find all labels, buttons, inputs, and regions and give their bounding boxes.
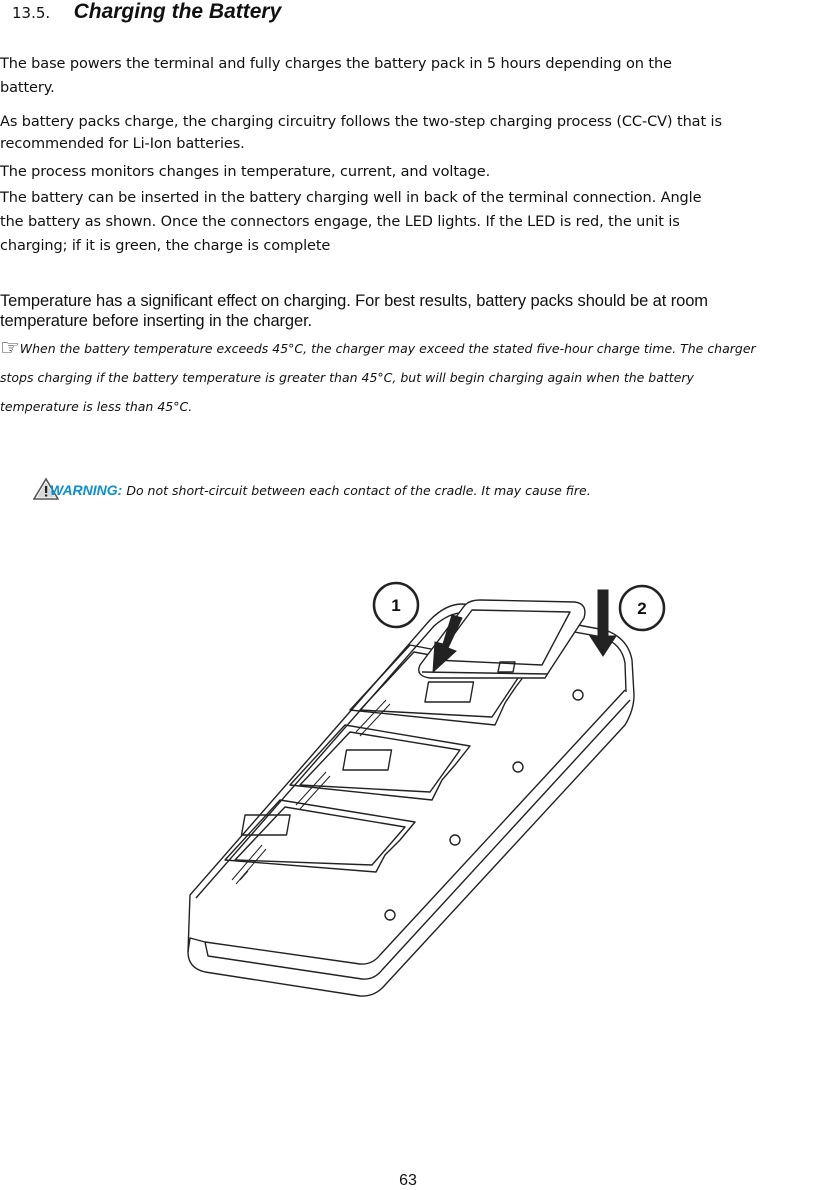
svg-text:1: 1: [391, 596, 401, 615]
cradle-outline: [188, 604, 634, 996]
paragraph-line: the battery as shown. Once the connectors engage, the LED lights. If the LED is red, the unit is: [0, 214, 680, 230]
paragraph-temperature: [0, 291, 708, 331]
paragraph-line: The base powers the terminal and fully charges the battery pack in 5 hours depending on the: [0, 56, 672, 72]
paragraph-charging-process: [0, 110, 722, 154]
paragraph-line: battery.: [0, 80, 55, 96]
paragraph-line: As battery packs charge, the charging circuitry follows the two-step charging process (CC-CV) that is: [0, 114, 722, 130]
callout-2: [620, 586, 664, 630]
note-line: ☞When the battery temperature exceeds 45°C, the charger may exceed the stated five-hour charge time. The charger: [0, 336, 756, 361]
note-line: temperature is less than 45°C.: [0, 399, 193, 414]
page-number: 63: [399, 1172, 417, 1189]
pointing-hand-icon: ☞: [0, 336, 20, 361]
temperature-note: [0, 334, 756, 421]
paragraph-base-power: [0, 52, 672, 100]
section-number: 13.5.: [12, 4, 51, 22]
warning-label: WARNING:: [50, 482, 123, 498]
cradle-drawing: [150, 560, 710, 1020]
section-title: Charging the Battery: [73, 0, 282, 23]
paragraph-insertion: [0, 186, 701, 258]
callout-1: [374, 583, 418, 627]
charger-illustration: [150, 560, 710, 1020]
paragraph-line: recommended for Li-Ion batteries.: [0, 136, 245, 152]
svg-text:2: 2: [637, 599, 647, 618]
warning-text: Do not short-circuit between each contact of the cradle. It may cause fire.: [126, 483, 591, 498]
section-heading: [12, 0, 281, 24]
paragraph-line: charging; if it is green, the charge is complete: [0, 238, 331, 254]
paragraph-line: Temperature has a significant effect on charging. For best results, battery packs should be at room: [0, 292, 708, 310]
paragraph-line: The battery can be inserted in the battery charging well in back of the terminal connection. Angle: [0, 190, 702, 206]
note-line: stops charging if the battery temperature is greater than 45°C, but will begin charging again when the battery: [0, 370, 694, 385]
insert-arrow-2: [590, 590, 616, 656]
paragraph-monitoring: The process monitors changes in temperature, current, and voltage.: [0, 164, 491, 180]
paragraph-line: temperature before inserting in the charger.: [0, 312, 313, 330]
